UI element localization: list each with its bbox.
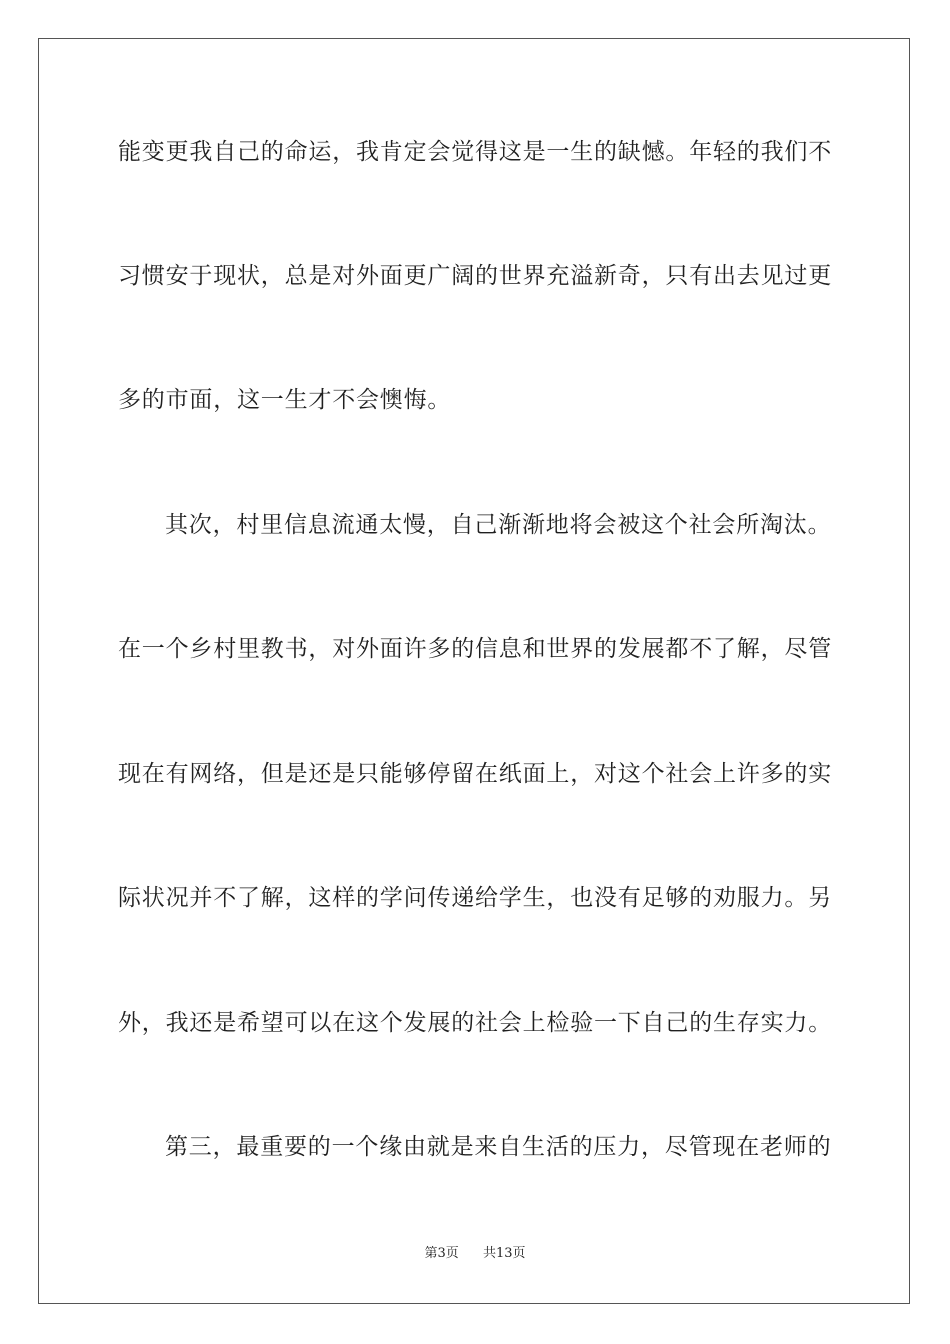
- paragraph-start-third: 第三，最重要的一个缘由就是来自生活的压力，尽管现在老师的: [165, 1134, 832, 1160]
- page-footer: [0, 1243, 950, 1265]
- text-line-6: 现在有网络，但是还是只能够停留在纸面上，对这个社会上许多的实: [118, 761, 832, 787]
- page-number: 第3页: [424, 1246, 459, 1261]
- page-frame: [38, 38, 910, 1304]
- text-line-2: 习惯安于现状，总是对外面更广阔的世界充溢新奇，只有出去见过更: [118, 263, 832, 289]
- text-line-7: 际状况并不了解，这样的学问传递给学生，也没有足够的劝服力。另: [118, 885, 832, 911]
- text-line-1: 能变更我自己的命运，我肯定会觉得这是一生的缺憾。年轻的我们不: [118, 139, 832, 165]
- paragraph-start-second: 其次，村里信息流通太慢，自己渐渐地将会被这个社会所淘汰。: [165, 512, 832, 538]
- text-line-5: 在一个乡村里教书，对外面许多的信息和世界的发展都不了解，尽管: [118, 636, 832, 662]
- text-line-3: 多的市面，这一生才不会懊悔。: [118, 387, 452, 413]
- total-pages: 共13页: [483, 1246, 526, 1261]
- text-line-8: 外，我还是希望可以在这个发展的社会上检验一下自己的生存实力。: [118, 1010, 832, 1036]
